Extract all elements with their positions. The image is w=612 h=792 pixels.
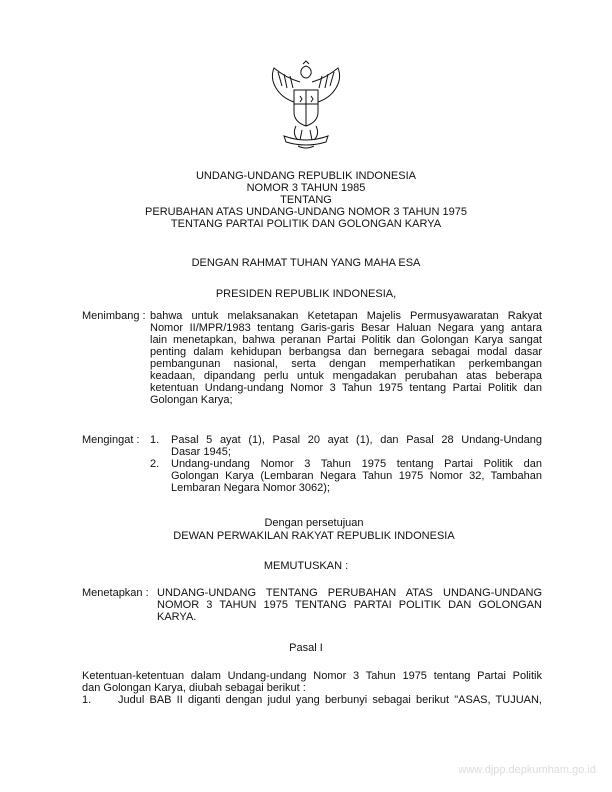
text-line: Judul BAB II diganti dengan judul yang berbunyi sebagai berikut "ASAS, TUJUAN,: [118, 694, 542, 706]
title-line: NOMOR 3 TAHUN 1985: [246, 182, 366, 194]
text-line: Undang-undang Nomor 3 Tahun 1975 tentang Partai Politik dan: [171, 458, 542, 470]
menetapkan-label: Menetapkan :: [82, 587, 149, 599]
approval-line-1: Dengan persetujuan: [264, 517, 364, 529]
menimbang-label: Menimbang :: [82, 310, 146, 322]
president-line: PRESIDEN REPUBLIK INDONESIA,: [215, 288, 397, 300]
list-number: 1.: [82, 694, 92, 706]
text-line: ketentuan Undang-undang Nomor 3 Tahun 1975 tentang Partai Politik dan: [150, 382, 542, 394]
mengingat-label: Mengingat :: [82, 434, 140, 446]
watermark: www.djpp.depkumham.go.id: [458, 764, 596, 776]
text-line: Dasar 1945;: [171, 446, 231, 458]
title-line: UNDANG-UNDANG REPUBLIK INDONESIA: [195, 170, 417, 182]
blessing-line: DENGAN RAHMAT TUHAN YANG MAHA ESA: [191, 257, 421, 269]
text-line: Nomor II/MPR/1983 tentang Garis-garis Besar Haluan Negara yang antara: [150, 322, 542, 334]
pasal-heading: Pasal I: [289, 642, 323, 654]
text-line: lain menetapkan, bahwa peranan Partai Politik dan Golongan Karya sangat: [150, 334, 542, 346]
pasal-item-1: [118, 694, 542, 706]
mengingat-item-2: [171, 458, 542, 494]
title-line: TENTANG: [280, 194, 332, 206]
menetapkan-text: [157, 587, 542, 623]
garuda-emblem: [262, 60, 350, 152]
list-number: 2.: [150, 458, 160, 470]
text-line: Golongan Karya (Lembaran Negara Tahun 1975 Nomor 32, Tambahan: [171, 470, 542, 482]
menimbang-text: [150, 310, 542, 406]
approval-line-2: DEWAN PERWAKILAN RAKYAT REPUBLIK INDONESIA: [173, 530, 455, 542]
mengingat-item-1: [171, 434, 542, 458]
title-line: PERUBAHAN ATAS UNDANG-UNDANG NOMOR 3 TAHUN 1975: [145, 206, 467, 218]
text-line: Lembaran Negara Nomor 3062);: [171, 482, 330, 494]
text-line: dan Golongan Karya, diubah sebagai berikut :: [82, 682, 306, 694]
text-line: NOMOR 3 TAHUN 1975 TENTANG PARTAI POLITIK DAN GOLONGAN: [157, 599, 542, 611]
text-line: penting dalam kehidupan berbangsa dan bernegara sebagai modal dasar: [150, 346, 542, 358]
text-line: Golongan Karya;: [150, 394, 233, 406]
pasal-intro: [82, 670, 542, 694]
text-line: UNDANG-UNDANG TENTANG PERUBAHAN ATAS UNDANG-UNDANG: [157, 587, 542, 599]
text-line: Pasal 5 ayat (1), Pasal 20 ayat (1), dan Pasal 28 Undang-Undang: [171, 434, 542, 446]
title-line: TENTANG PARTAI POLITIK DAN GOLONGAN KARYA: [170, 218, 442, 230]
text-line: Ketentuan-ketentuan dalam Undang-undang Nomor 3 Tahun 1975 tentang Partai Politik: [82, 670, 542, 682]
list-number: 1.: [150, 434, 160, 446]
text-line: KARYA.: [157, 611, 197, 623]
decide-heading: MEMUTUSKAN :: [263, 560, 349, 572]
law-title: [0, 170, 612, 230]
text-line: bahwa untuk melaksanakan Ketetapan Majelis Permusyawaratan Rakyat: [150, 310, 542, 322]
text-line: pembangunan nasional, serta dengan memperhatikan perkembangan: [150, 358, 542, 370]
text-line: keadaan, dipandang perlu untuk mengadakan perubahan atas beberapa: [150, 370, 542, 382]
